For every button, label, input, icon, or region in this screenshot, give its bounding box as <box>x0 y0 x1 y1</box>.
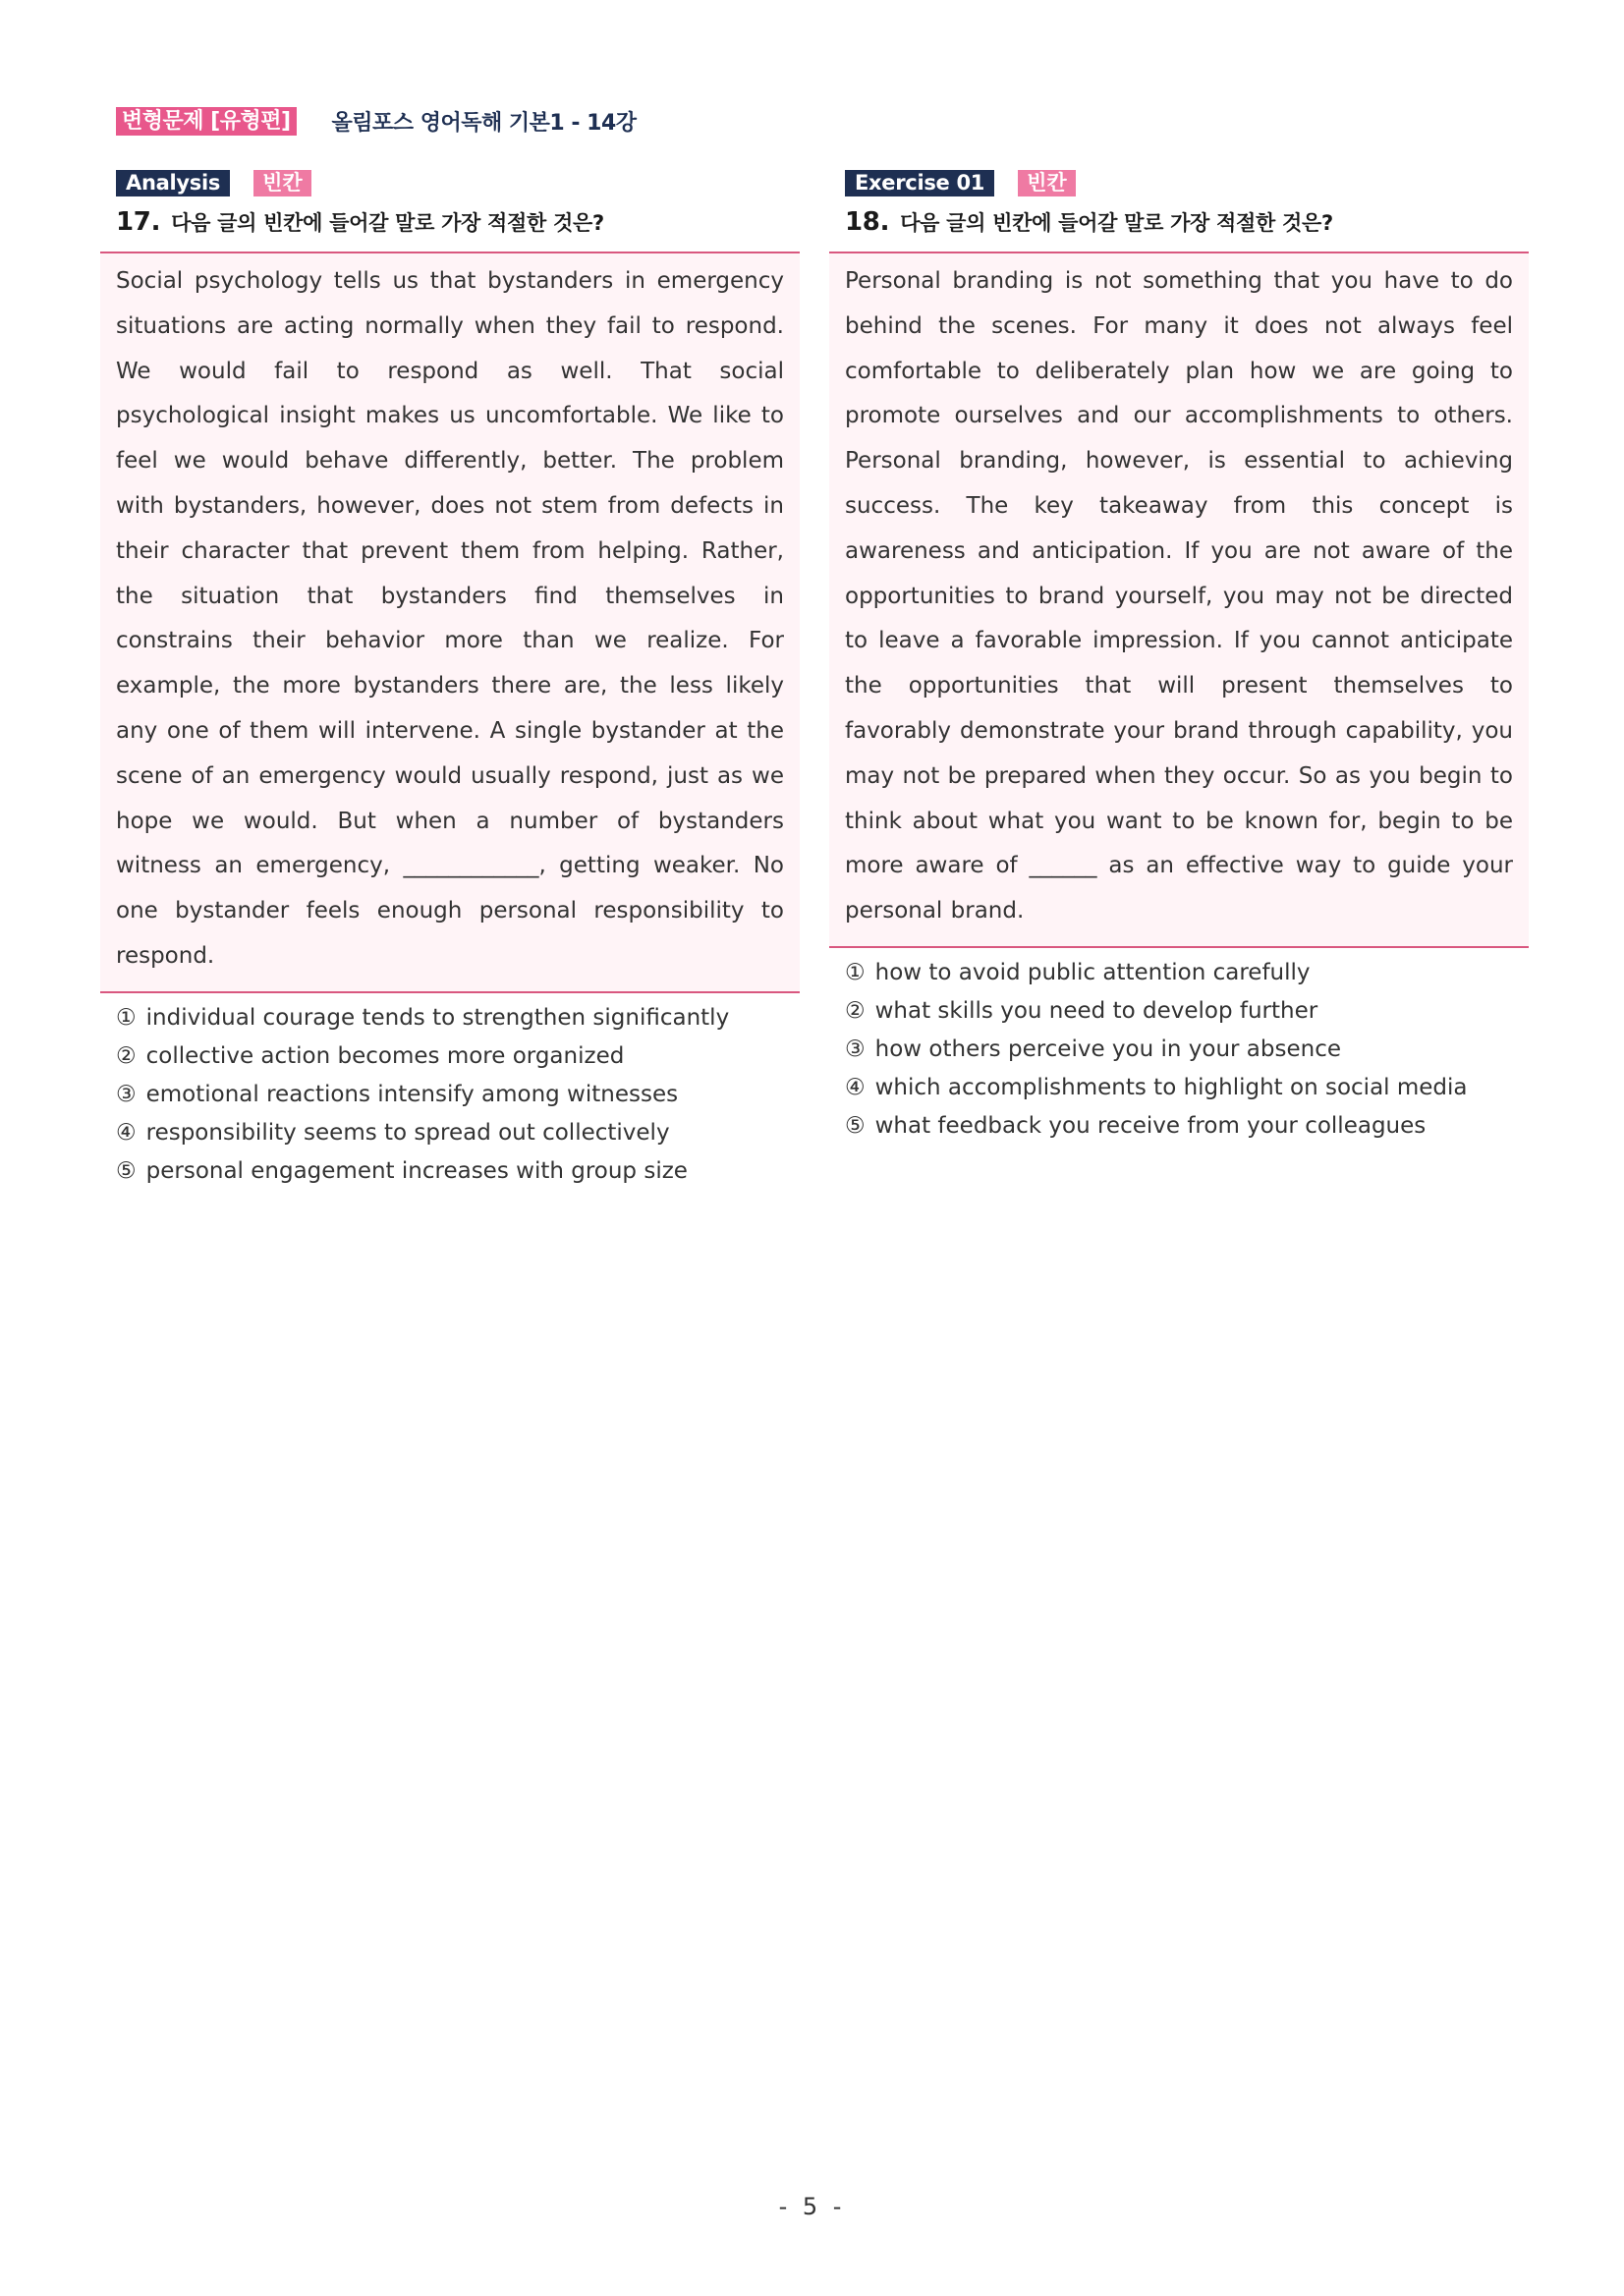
option-marker: ② <box>116 1042 137 1069</box>
page-header <box>116 106 637 136</box>
answer-option[interactable] <box>845 1107 1513 1146</box>
option-text: individual courage tends to strengthen significantly <box>145 1004 730 1031</box>
option-text: what feedback you receive from your colleagues <box>874 1112 1427 1139</box>
option-marker: ⑤ <box>845 1112 866 1139</box>
option-marker: ③ <box>845 1036 866 1062</box>
answer-option[interactable] <box>116 1037 784 1076</box>
answer-option[interactable] <box>845 1069 1513 1107</box>
question-18-column <box>829 169 1529 1146</box>
answer-option[interactable] <box>845 992 1513 1031</box>
passage-box <box>829 252 1529 948</box>
worksheet-type-tag: 변형문제 [유형편] <box>116 107 297 136</box>
answer-option[interactable] <box>116 1076 784 1114</box>
answer-options <box>100 993 800 1191</box>
passage-text: Social psychology tells us that bystanders in emergency situations are acting normally when they fail to respond. We would fail to respond as well. That social psychological insight makes us uncomfortable. We like to feel we would behave differently, better. The problem with bystanders, however, does not stem from defects in their character that prevent them from helping. Rather, the situation that bystanders find themselves in constrains their behavior more than we realize. For example, the more bystanders there are, the less likely any one of them will intervene. A single bystander at the scene of an emergency would usually respond, just as we hope we would. But when a number of bystanders witness an emergency, ____________, getting weaker. No one bystander feels enough personal responsibility to respond. <box>116 268 784 969</box>
option-text: which accomplishments to highlight on social media <box>874 1074 1468 1100</box>
answer-option[interactable] <box>116 1152 784 1191</box>
answer-option[interactable] <box>116 1114 784 1152</box>
question-text: 다음 글의 빈칸에 들어갈 말로 가장 적절한 것은? <box>171 211 604 235</box>
page-title: 올림포스 영어독해 기본1 - 14강 <box>331 110 637 136</box>
option-marker: ④ <box>116 1119 137 1146</box>
passage-text: Personal branding is not something that you have to do behind the scenes. For many it does not always feel comfortable to deliberately plan how we are going to promote ourselves and our accomplishments to others. Personal branding, however, is essential to achieving success. The key takeaway from this concept is awareness and anticipation. If you are not aware of the opportunities to brand yourself, you may not be directed to leave a favorable impression. If you cannot anticipate the opportunities that will present themselves to favorably demonstrate your brand through capability, you may not be prepared when they occur. So as you begin to think about what you want to be known for, begin to be more aware of ______ as an effective way to guide your personal brand. <box>845 268 1513 924</box>
question-17-column <box>100 169 800 1191</box>
option-marker: ⑤ <box>116 1157 137 1184</box>
question-type-badge: 빈칸 <box>1018 170 1076 196</box>
option-marker: ① <box>116 1004 137 1031</box>
question-number: 18. <box>845 207 890 237</box>
question-prompt <box>829 202 1529 242</box>
option-text: how others perceive you in your absence <box>874 1036 1341 1062</box>
answer-option[interactable] <box>116 999 784 1037</box>
answer-option[interactable] <box>845 954 1513 992</box>
answer-options <box>829 948 1529 1146</box>
question-prompt <box>100 202 800 242</box>
option-text: emotional reactions intensify among witnesses <box>145 1081 679 1107</box>
option-text: personal engagement increases with group size <box>145 1157 688 1184</box>
option-marker: ① <box>845 959 866 985</box>
option-text: what skills you need to develop further <box>874 997 1318 1024</box>
question-text: 다음 글의 빈칸에 들어갈 말로 가장 적절한 것은? <box>900 211 1333 235</box>
option-marker: ② <box>845 997 866 1024</box>
section-label: Exercise 01 <box>845 170 994 196</box>
option-marker: ④ <box>845 1074 866 1100</box>
option-text: responsibility seems to spread out collectively <box>145 1119 670 1146</box>
section-label: Analysis <box>116 170 230 196</box>
question-type-badge: 빈칸 <box>253 170 311 196</box>
page-number: - 5 - <box>778 2193 846 2220</box>
option-text: collective action becomes more organized <box>145 1042 625 1069</box>
section-label-row <box>829 169 1529 196</box>
answer-option[interactable] <box>845 1031 1513 1069</box>
section-label-row <box>100 169 800 196</box>
option-text: how to avoid public attention carefully <box>874 959 1311 985</box>
passage-box <box>100 252 800 993</box>
option-marker: ③ <box>116 1081 137 1107</box>
question-number: 17. <box>116 207 161 237</box>
